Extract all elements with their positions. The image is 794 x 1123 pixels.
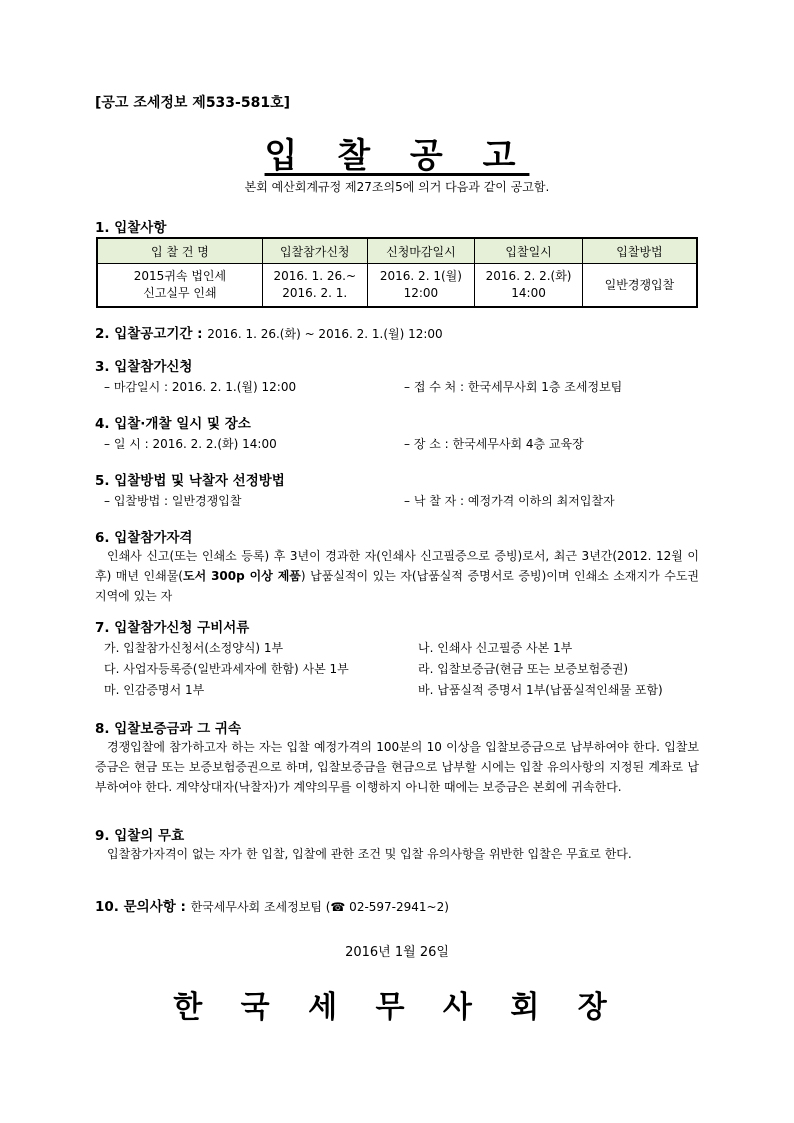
application-deadline: – 마감일시 : 2016. 2. 1.(월) 12:00 [104,380,297,394]
deposit-text: 경쟁입찰에 참가하고자 하는 자는 입찰 예정가격의 100분의 10 이상을 입찰보증금으로 납부하여야 한다. 입찰보증금은 현금 또는 보증보험증권으로 하며, 입찰보증금을 현금으로 납부할 시에는 입찰 유의사항의 지정된 계좌로 납부하여야 한다. 계약상대자(낙찰자)가 계약의무를 이행하지 아니한 때에는 보증금은 본회에 귀속한다. [95,740,699,794]
section-3-heading: 3. 입찰참가신청 [95,359,193,375]
organization-name: 한 국 세 무 사 회 장 [173,990,621,1025]
header-deadline: 신청마감일시 [367,238,475,264]
header-apply: 입찰참가신청 [262,238,367,264]
bid-table [96,237,698,308]
section-4-heading: 4. 입찰·개찰 일시 및 장소 [95,416,251,432]
document-ra: 라. 입찰보증금(현금 또는 보증보험증권) [418,662,629,676]
document-da: 다. 사업자등록증(일반과세자에 한함) 사본 1부 [104,662,349,676]
section-8-heading: 8. 입찰보증금과 그 귀속 [95,721,241,737]
cell-bid-name: 2015귀속 법인세 신고실무 인쇄 [97,264,262,308]
header-method: 입찰방법 [582,238,697,264]
application-office: – 접 수 처 : 한국세무사회 1층 조세정보팀 [404,380,623,394]
section-2-heading: 2. 입찰공고기간 : 2016. 1. 26.(화) ~ 2016. 2. 1.(월) 12:00 [95,326,443,342]
notice-period: 2016. 1. 26.(화) ~ 2016. 2. 1.(월) 12:00 [207,327,443,341]
document-ma: 마. 인감증명서 1부 [104,683,205,697]
table-row [97,264,697,308]
section-7-heading: 7. 입찰참가신청 구비서류 [95,620,250,636]
bid-table-header-row [97,238,697,264]
section-5-heading: 5. 입찰방법 및 낙찰자 선정방법 [95,473,285,489]
opening-datetime: – 일 시 : 2016. 2. 2.(화) 14:00 [104,437,277,451]
notice-intro: 본회 예산회계규정 제27조의5에 의거 다음과 같이 공고함. [244,180,550,194]
opening-place: – 장 소 : 한국세무사회 4층 교육장 [404,437,584,451]
notice-title: 입 찰 공 고 [264,136,530,176]
invalidity-text: 입찰참가자격이 없는 자가 한 입찰, 입찰에 관한 조건 및 입찰 유의사항을 위반한 입찰은 무효로 한다. [107,847,632,861]
cell-deadline: 2016. 2. 1(월) 12:00 [367,264,475,308]
document-ga: 가. 입찰참가신청서(소정양식) 1부 [104,641,284,655]
qualification-text: 인쇄사 신고(또는 인쇄소 등록) 후 3년이 경과한 자(인쇄사 신고필증으로 증빙)로서, 최근 3년간(2012. 12월 이후) 매년 인쇄물(도서 300p 이상 제품) 납품실적이 있는 자(납품실적 증명서로 증빙)이며 인쇄소 소재지가 수도권지역에 있는 자 [95,549,700,603]
section-10-heading: 10. 문의사항 : 한국세무사회 조세정보팀 (☎ 02-597-2941~2) [95,899,449,915]
contact-info: 한국세무사회 조세정보팀 (☎ 02-597-2941~2) [190,900,449,914]
section-9-heading: 9. 입찰의 무효 [95,828,185,844]
cell-apply: 2016. 1. 26.~ 2016. 2. 1. [262,264,367,308]
notice-date: 2016년 1월 26일 [345,945,449,960]
cell-method: 일반경쟁입찰 [582,264,697,308]
header-bid-name: 입 찰 건 명 [97,238,262,264]
section-6-heading: 6. 입찰참가자격 [95,530,193,546]
bid-method: – 입찰방법 : 일반경쟁입찰 [104,494,242,508]
cell-bid-date: 2016. 2. 2.(화) 14:00 [475,264,583,308]
document-na: 나. 인쇄사 신고필증 사본 1부 [418,641,573,655]
document-ba: 바. 납품실적 증명서 1부(납품실적인쇄물 포함) [418,683,663,697]
section-1-heading: 1. 입찰사항 [95,220,167,236]
winner-selection: – 낙 찰 자 : 예정가격 이하의 최저입찰자 [404,494,615,508]
notice-reference: [공고 조세정보 제533-581호] [95,95,290,111]
header-bid-date: 입찰일시 [475,238,583,264]
